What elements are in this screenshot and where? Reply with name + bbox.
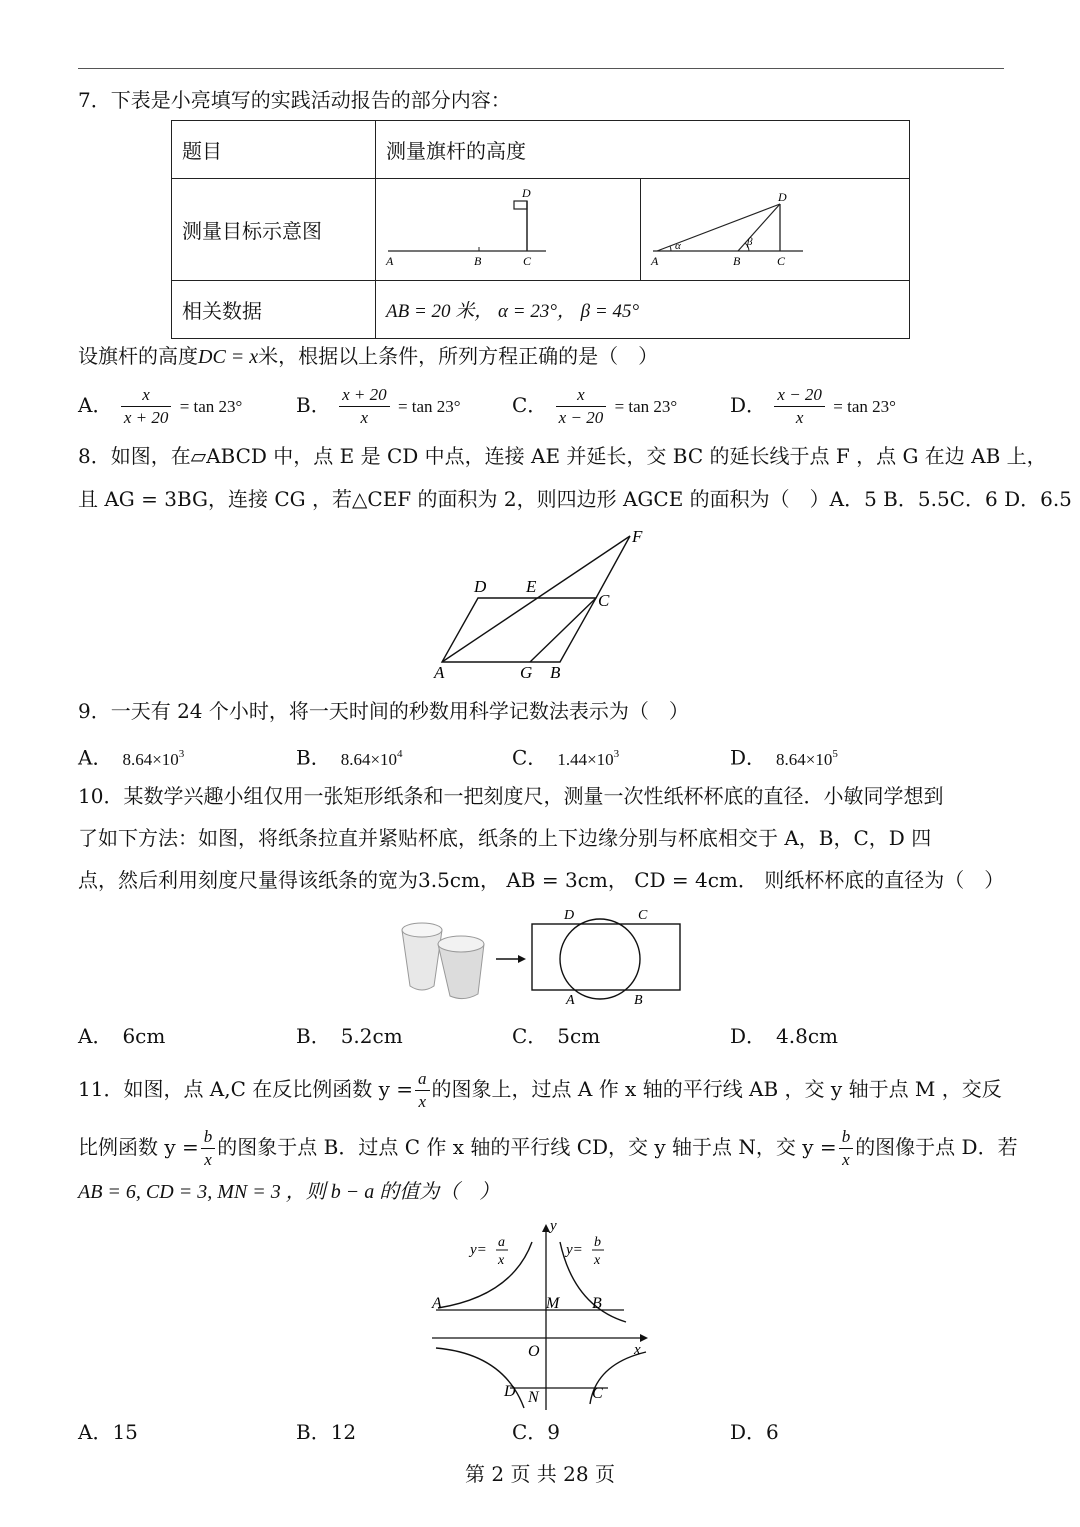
- q8-label-f: F: [632, 527, 643, 546]
- fig2-label-beta: β: [747, 236, 753, 248]
- q11-line2: 比例函数 y = $\frac{b}{x}$ 的图象于点 B．过点 C 作 x 轴的平行线 CD，交 y 轴于点 N，交 y = $\frac{b}{x}$ 的图像于点 D．若: [78, 1127, 1018, 1169]
- q10-line2: 了如下方法：如图，将纸条拉直并紧贴杯底，纸条的上下边缘分别与杯底相交于 A，B，C，D 四: [78, 826, 932, 850]
- q11-fig-y-axis: y: [550, 1218, 557, 1234]
- fig1-label-c: C: [523, 254, 532, 268]
- q11-fig-yb: y=: [566, 1242, 583, 1258]
- parallelogram-figure: [420, 524, 660, 680]
- q11-fig-a: a: [498, 1235, 505, 1250]
- q11-option-c[interactable]: C．9: [512, 1420, 561, 1444]
- q10-option-b[interactable]: B． 5.2cm: [296, 1024, 403, 1048]
- paper-cups-illustration: [402, 923, 484, 999]
- q11-fig-ya: y=: [470, 1242, 487, 1258]
- q7-option-b[interactable]: B． $\frac{x + 20}{x}$ = tan 23°: [296, 385, 461, 427]
- fig2-label-a: A: [651, 254, 659, 268]
- fig2-label-b: B: [733, 254, 741, 268]
- q7-option-a[interactable]: A． $\frac{x}{x + 20}$ = tan 23°: [78, 385, 243, 427]
- fig2-label-alpha: α: [675, 240, 681, 252]
- q8-line1: 8．如图，在▱ABCD 中，点 E 是 CD 中点，连接 AE 并延长，交 BC 的延长线于点 F ，点 G 在边 AB 上，: [78, 444, 1047, 468]
- q11-fig-label-o: O: [528, 1343, 540, 1360]
- fig1-label-a: A: [386, 254, 394, 268]
- table-label-diagram: 测量目标示意图: [172, 179, 376, 281]
- q9-option-a[interactable]: A． $8.64\times 10^3$: [78, 745, 185, 770]
- q11-fig-label-m: M: [546, 1295, 560, 1312]
- q11-option-d[interactable]: D．6: [730, 1420, 779, 1444]
- q8-label-b: B: [550, 663, 561, 680]
- q11-fig-x-axis: x: [634, 1342, 641, 1358]
- flagpole-diagram-1: [376, 179, 641, 281]
- q11-fig-xb: x: [594, 1253, 601, 1268]
- q11-line1: 11．如图，点 A,C 在反比例函数 y = $\frac{a}{x}$ 的图象上，过点 A 作 x 轴的平行线 AB ，交 y 轴于点 M ，交反: [78, 1069, 1002, 1111]
- q7-question: 设旗杆的高度DC = x米，根据以上条件，所列方程正确的是（ ）: [78, 344, 659, 368]
- q8-label-g: G: [520, 663, 533, 680]
- fig2-label-d: D: [778, 190, 787, 204]
- q11-fig-label-d: D: [504, 1383, 516, 1400]
- page-footer: 第 2 页 共 28 页: [465, 1462, 615, 1486]
- q8-line2: 且 AG = 3BG，连接 CG ，若△CEF 的面积为 2，则四边形 AGCE 的面积为（ ）A．5 B．5.5C．6 D．6.5: [78, 487, 1072, 511]
- q7-option-c[interactable]: C． $\frac{x}{x - 20}$ = tan 23°: [512, 385, 678, 427]
- q9-option-b[interactable]: B． $8.64\times 10^4$: [296, 745, 403, 770]
- q9-option-c[interactable]: C． $1.44\times 10^3$: [512, 745, 620, 770]
- q10-label-a: A: [566, 993, 575, 1008]
- q10-line3: 点，然后利用刻度尺量得该纸条的宽为3.5cm， AB = 3cm， CD = 4cm． 则纸杯杯底的直径为（ ）: [78, 868, 1005, 892]
- fig2-label-c: C: [777, 254, 786, 268]
- q11-fig-label-b: B: [592, 1295, 602, 1312]
- q11-fig-b: b: [594, 1235, 601, 1250]
- q8-label-e: E: [526, 577, 537, 596]
- q9-option-d[interactable]: D． $8.64\times 10^5$: [730, 745, 838, 770]
- flagpole-diagram-2: [641, 179, 910, 281]
- top-rule: [78, 68, 1004, 69]
- q10-label-c: C: [638, 908, 648, 923]
- q8-label-c: C: [598, 591, 610, 610]
- q11-fig-xa: x: [498, 1253, 505, 1268]
- q10-option-d[interactable]: D． 4.8cm: [730, 1024, 839, 1048]
- table-label-data: 相关数据: [172, 281, 376, 339]
- q11-line3: AB = 6, CD = 3, MN = 3 ，则 b − a 的值为（ ）: [78, 1181, 500, 1203]
- q7-option-d[interactable]: D． $\frac{x - 20}{x}$ = tan 23°: [730, 385, 896, 427]
- q11-fig-label-n: N: [528, 1389, 539, 1406]
- q8-label-a: A: [434, 663, 445, 680]
- q10-line1: 10．某数学兴趣小组仅用一张矩形纸条和一把刻度尺，测量一次性纸杯杯底的直径．小敏同学想到: [78, 784, 944, 808]
- cup-figure: [392, 904, 692, 1008]
- q10-label-d: D: [564, 908, 575, 923]
- report-table: [171, 120, 910, 339]
- q11-option-a[interactable]: A．15: [78, 1420, 138, 1444]
- q10-label-b: B: [634, 993, 643, 1008]
- table-label-title: 题目: [172, 121, 376, 179]
- q10-option-a[interactable]: A． 6cm: [78, 1024, 166, 1048]
- hyperbola-figure: [424, 1214, 658, 1414]
- q7-question-var: DC = x: [198, 346, 259, 368]
- q7-stem: 7．下表是小亮填写的实践活动报告的部分内容：: [78, 88, 511, 112]
- q11-fig-label-c: C: [592, 1385, 603, 1402]
- q10-option-c[interactable]: C． 5cm: [512, 1024, 601, 1048]
- fig1-label-d: D: [522, 186, 531, 200]
- q9-stem: 9．一天有 24 个小时，将一天时间的秒数用科学记数法表示为（ ）: [78, 699, 689, 723]
- q11-option-b[interactable]: B．12: [296, 1420, 357, 1444]
- q11-fig-label-a: A: [432, 1295, 442, 1312]
- table-value-data: AB = 20 米， α = 23°， β = 45°: [376, 281, 910, 339]
- table-value-title: 测量旗杆的高度: [376, 121, 910, 179]
- fig1-label-b: B: [474, 254, 482, 268]
- q8-label-d: D: [474, 577, 487, 596]
